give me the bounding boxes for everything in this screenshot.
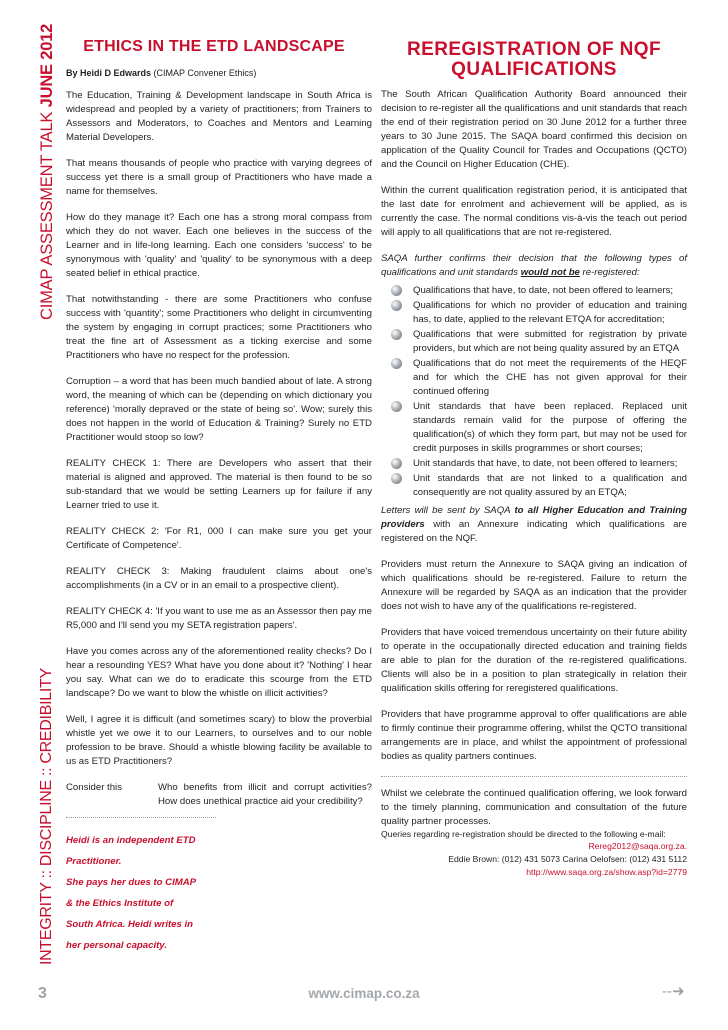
masthead-title: CIMAP ASSESSMENT TALK	[38, 111, 56, 320]
byline	[66, 66, 372, 80]
reregistration-article	[381, 40, 687, 879]
masthead-text	[38, 24, 57, 320]
bio-line: Heidi is an independent ETD	[66, 835, 196, 846]
bio-line: & the Ethics Institute of	[66, 898, 174, 909]
paragraph: How do they manage it? Each one has a strong moral compass from which they do not waver. Each one believes in the success of the Learner and in life-long learning. Each one considers 'success' to be synonymous with 'quality' and 'quality' to be synonymous with a deep seated belief in ethical practice.	[66, 212, 372, 279]
letters-start: Letters will be sent by SAQA	[381, 505, 515, 516]
bio-line: her personal capacity.	[66, 940, 167, 951]
title-line: REREGISTRATION OF NQF	[407, 39, 661, 60]
paragraph: The South African Qualification Authority Board announced their decision to re-register all the qualifications and unit standards that reach the end of their registration period on 30 June 2012 for a further three years to 30 June 2015. The SAQA board confirmed this decision on application of the Quality Council for Trades and Occupations (QCTO) and the Council on Higher Education (CHE).	[381, 89, 687, 170]
saqa-decision	[381, 252, 687, 280]
url-line	[381, 866, 687, 879]
reality-check-3: REALITY CHECK 3: Making fraudulent claims about one's accomplishments (in a CV or in an email to a prospective client).	[66, 566, 372, 591]
phone-contacts: Eddie Brown: (012) 431 5073 Carina Oelofsen: (012) 431 5112	[448, 854, 687, 864]
next-page-arrow-icon[interactable]: --➜	[662, 983, 685, 1000]
list-item	[381, 457, 687, 471]
consider-label: Consider this	[66, 782, 122, 793]
bullet-icon	[391, 401, 402, 412]
paragraph: Providers must return the Annexure to SAQA giving an indication of which qualifications should be re-registered. Failure to return the Annexure will be regarded by SAQA as an indication that the provider does not wish to have any of the qualifications re-registered.	[381, 559, 687, 612]
list-item-text: Unit standards that are not linked to a qualification and consequently are not quality assured by an ETQA;	[413, 473, 687, 498]
list-item-text: Qualifications that were submitted for registration by private providers, but which are not being quality assured by an ETQA	[413, 329, 687, 354]
paragraph: Providers that have programme approval to offer qualifications are able to firmly continue their programme offering, whilst the QCTO transitional arrangements are in place, and whilst the appointment of professional bodies as quality partners continues.	[381, 709, 687, 762]
list-item	[381, 472, 687, 500]
decision-end: re-registered:	[579, 267, 640, 278]
list-item-text: Qualifications for which no provider of education and training has, to date, applied to the relevant ETQA for accreditation;	[413, 300, 687, 325]
list-item-text: Qualifications that do not meet the requirements of the HEQF and for which the CHE has not given approval for their continued offering	[413, 358, 687, 397]
decision-text: SAQA further confirms their decision that the following types of qualifications and unit standards	[381, 253, 687, 278]
title-line: QUALIFICATIONS	[451, 59, 617, 80]
list-item	[381, 328, 687, 356]
paragraph: Whilst we celebrate the continued qualification offering, we look forward to the timely planning, communication and consultation of the future quality partner processes.	[381, 776, 687, 829]
bio-line: She pays her dues to CIMAP	[66, 877, 197, 888]
consider-text: Who benefits from illicit and corrupt activities? How does unethical practice aid your credibility?	[158, 782, 372, 807]
byline-role: (CIMAP Convener Ethics)	[153, 68, 257, 78]
list-item-text: Unit standards that have, to date, not been offered to learners;	[413, 458, 678, 469]
bullet-icon	[391, 473, 402, 484]
paragraph: The Education, Training & Development landscape in South Africa is widespread and peopled by a variety of practitioners; from Trainers to Assessors and Moderators, to Coaches and Mentors and Learning Material Developers.	[66, 90, 372, 143]
bio-line: South Africa. Heidi writes in	[66, 919, 194, 930]
reality-check-2: REALITY CHECK 2: 'For R1, 000 I can make sure you get your Certificate of Competence'.	[66, 526, 372, 551]
letters-end: with an Annexure indicating which qualifications are registered on the NQF.	[381, 519, 687, 544]
bullet-icon	[391, 458, 402, 469]
reality-check-4: REALITY CHECK 4: 'If you want to use me as an Assessor then pay me R5,000 and I'll send you my SETA registration papers'.	[66, 606, 372, 631]
list-item-text: Qualifications that have, to date, not been offered to learners;	[413, 285, 674, 296]
masthead-date: JUNE 2012	[38, 23, 56, 108]
letters-notice	[381, 504, 687, 546]
ethics-article	[66, 40, 372, 956]
paragraph: Corruption – a word that has been much bandied about of late. A strong word, the meaning of which can be (depending on which dictionary you reference) 'morally depraved or the state of being so'. Wow; surely this does not happen in the world of Education & Training? Surely no ETD Practitioner would stoop so low?	[66, 376, 372, 443]
list-item	[381, 299, 687, 327]
bio-line: Practitioner.	[66, 856, 122, 867]
page-number: 3	[38, 985, 47, 1002]
sidebar-tagline	[30, 668, 70, 965]
byline-author: By Heidi D Edwards	[66, 68, 152, 78]
exclusion-list	[381, 284, 687, 500]
bullet-icon	[391, 285, 402, 296]
reality-check-1: REALITY CHECK 1: There are Developers who assert that their material is aligned and approved. The material is then found to be so sub-standard that we would be setting Learners up for failure if any Learner tried to use it.	[66, 458, 372, 511]
paragraph: Have you comes across any of the aforementioned reality checks? Do I hear a resounding YES? What have you done about it? 'Nothing' I hear you say. What can we do to eradicate this scourge from the ETD landscape? Do we want to blow the whistle on illicit activities?	[66, 646, 372, 699]
email-line	[381, 840, 687, 853]
list-item	[381, 400, 687, 456]
paragraph: Within the current qualification registration period, it is anticipated that the last date for enrolment and achievement will be applied, as is currently the case. The normal conditions vis-à-vis the teach out period will apply to all qualifications that are not re-registered.	[381, 185, 687, 238]
ethics-title: ETHICS IN THE ETD LANDSCAPE	[83, 38, 345, 55]
bullet-icon	[391, 300, 402, 311]
decision-emphasis: would not be	[520, 267, 580, 278]
author-bio	[66, 817, 216, 956]
email-link[interactable]: Rereg2012@saqa.org.za.	[588, 841, 687, 851]
paragraph: That means thousands of people who practice with varying degrees of success yet there is a small group of Practitioners who have made a name for themselves.	[66, 158, 372, 197]
reregistration-title	[381, 40, 687, 80]
sidebar-masthead	[30, 20, 70, 320]
paragraph: That notwithstanding - there are some Practitioners who confuse success with 'quantity'; some Practitioners who delight in circumventing the system by engaging in corrupt practices; some Practitioners who treat the fine art of Assessment as a ticking exercise and some Practitioners who have no respect for the profession.	[66, 294, 372, 361]
saqa-url-link[interactable]: http://www.saqa.org.za/show.asp?id=2779	[526, 867, 687, 877]
bullet-icon	[391, 358, 402, 369]
paragraph: Providers that have voiced tremendous uncertainty on their future ability to operate in the occupationally directed education and training fields are able to plan for the duration of the re-registered qualifications. Clients will also be in a position to plan strategically in relation their qualification skills offering for reregistered qualifications.	[381, 627, 687, 694]
paragraph: Well, I agree it is difficult (and sometimes scary) to blow the proverbial whistle yet we owe it to our Learners, to ourselves and to our noble profession to be brave. Should a whistle blowing facility be available to us as ETD Practitioners?	[66, 714, 372, 767]
list-item-text: Unit standards that have been replaced. Replaced unit standards remain valid for the purpose of offering the qualification(s) of which they form part, but may not be used for credit purposes in skills programmes or short courses;	[413, 401, 687, 454]
list-item	[381, 284, 687, 298]
footer-website[interactable]: www.cimap.co.za	[308, 986, 420, 1001]
bullet-icon	[391, 329, 402, 340]
consider-block	[66, 781, 372, 809]
queries-text: Queries regarding re-registration should be directed to the following e-mail:	[381, 829, 666, 839]
tagline-text: INTEGRITY :: DISCIPLINE :: CREDIBILITY	[38, 668, 55, 965]
letters-emphasis: to all Higher Education and Training providers	[381, 505, 688, 530]
list-item	[381, 357, 687, 399]
